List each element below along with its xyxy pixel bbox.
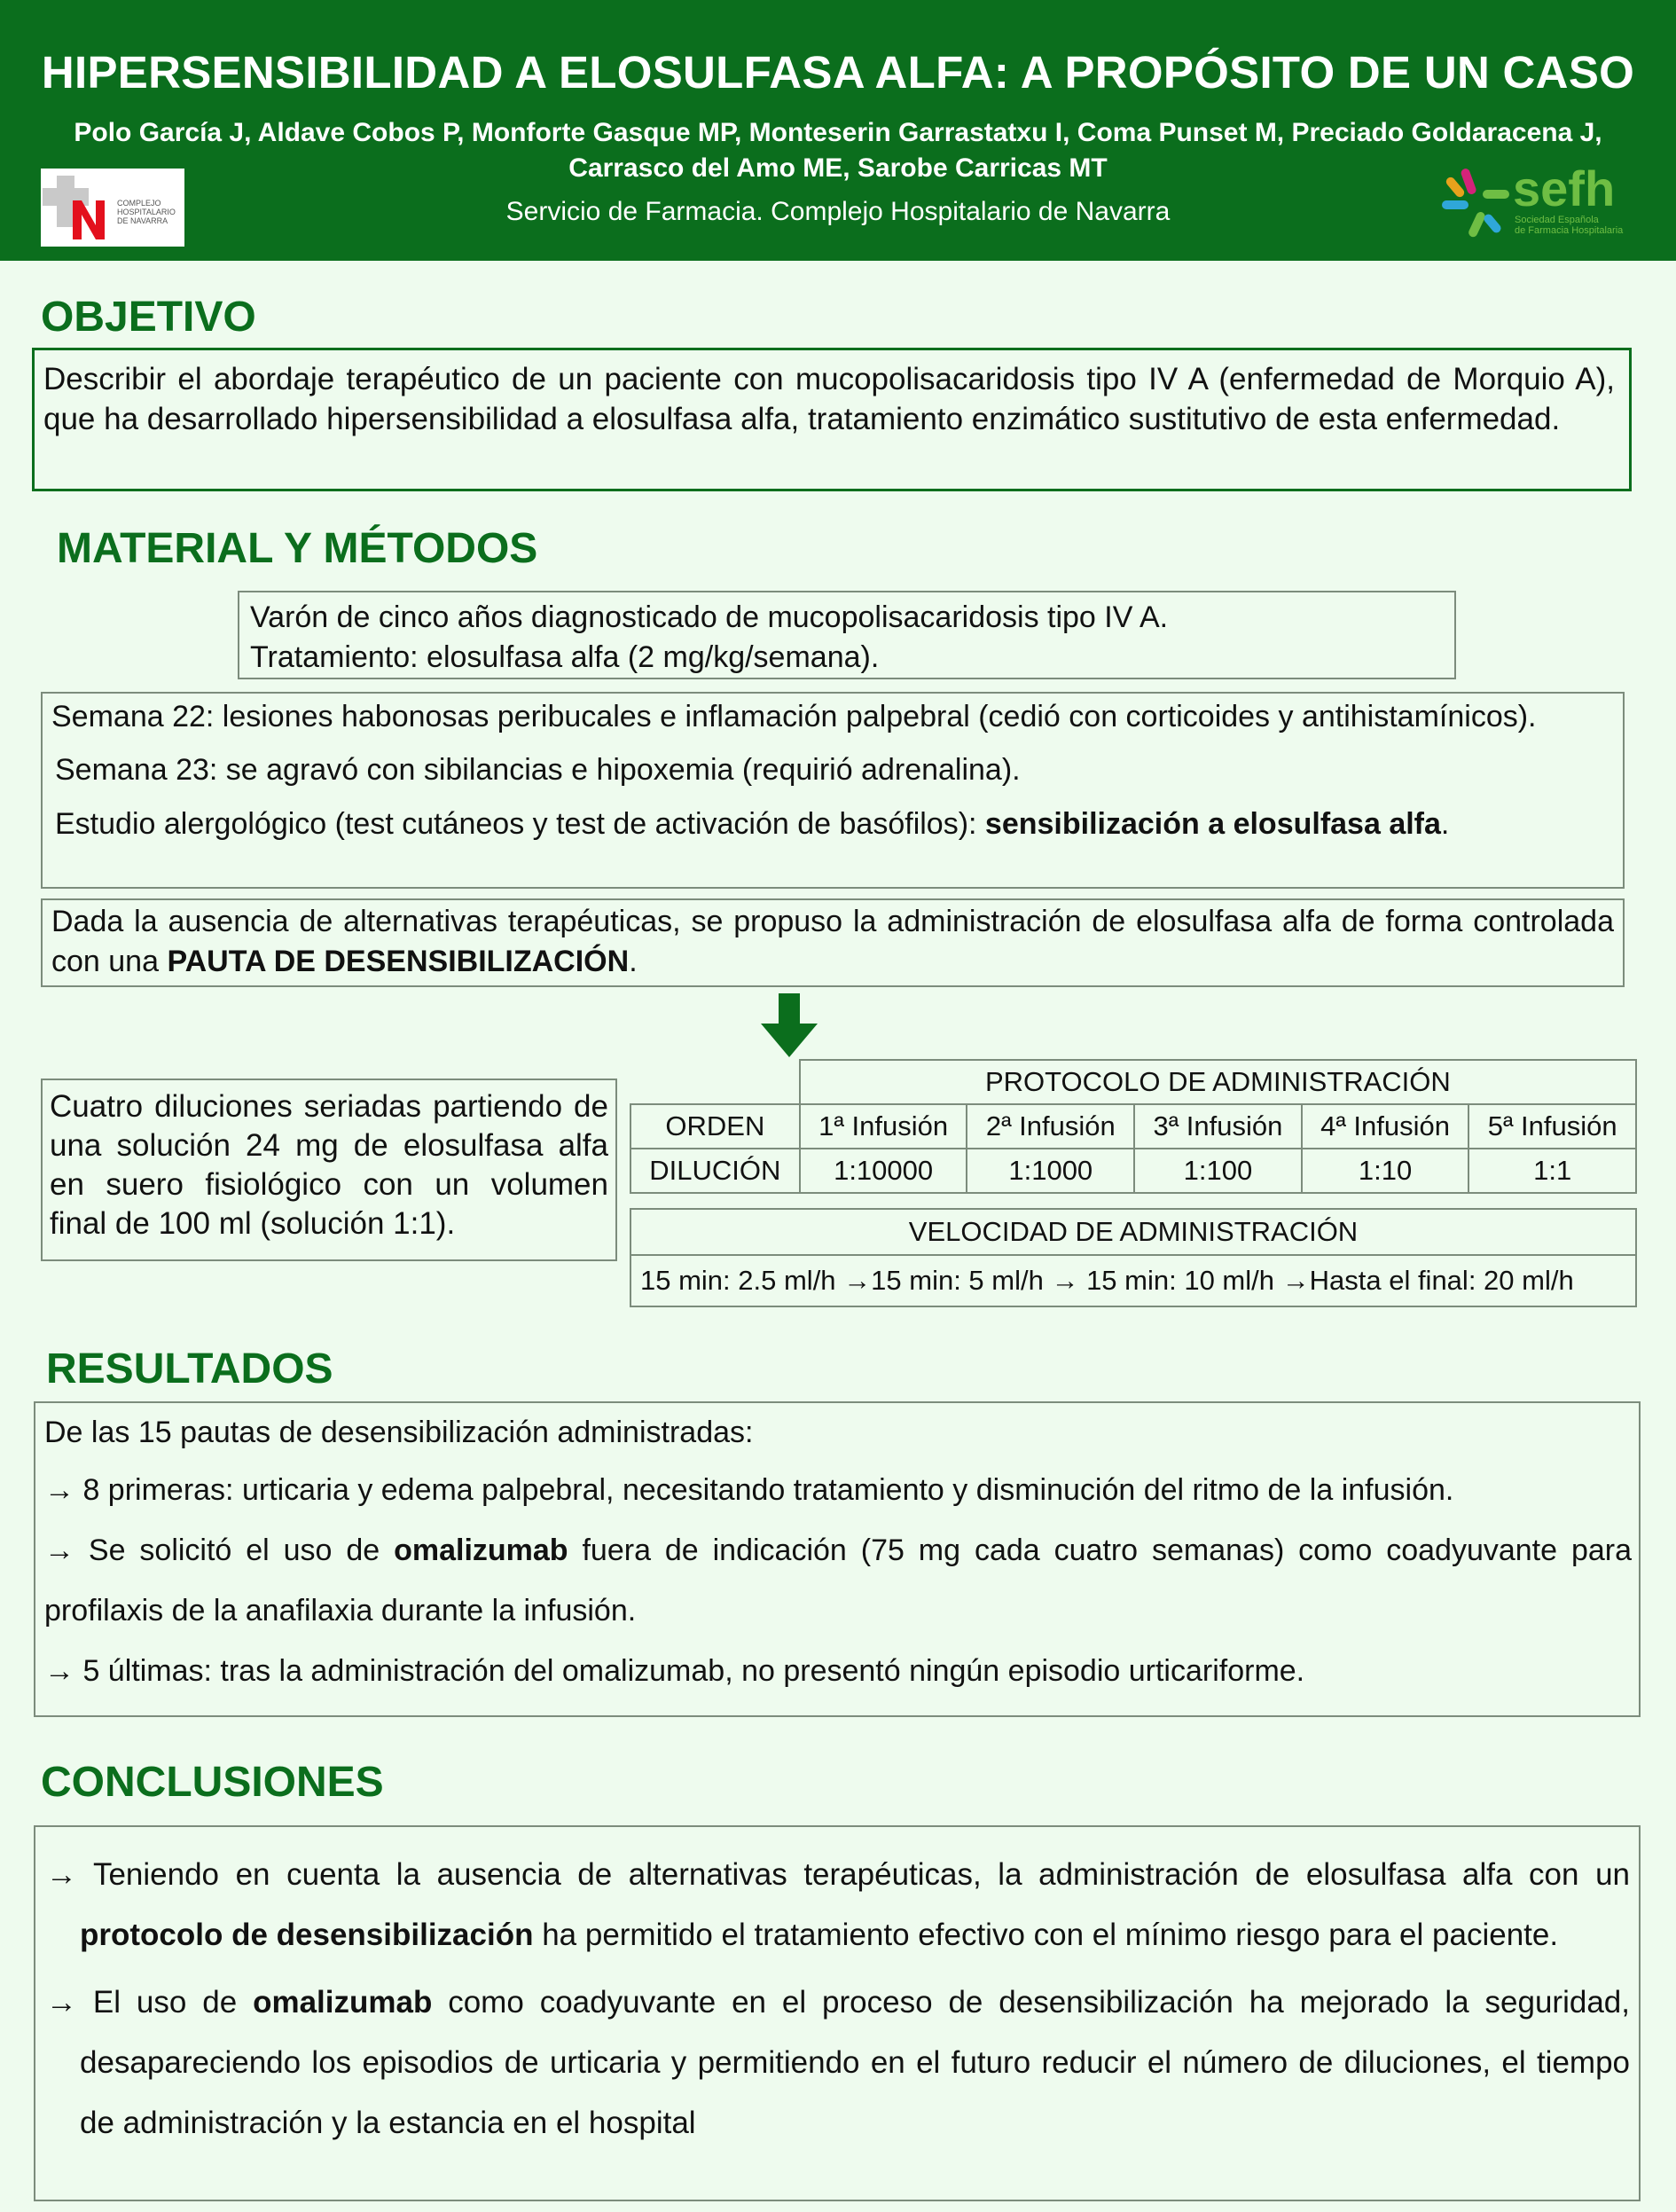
velocity-table (630, 1208, 1637, 1307)
omalizumab-bold: omalizumab (394, 1533, 568, 1567)
infusion-cell: 4ª Infusión (1302, 1104, 1469, 1149)
objetivo-box (32, 348, 1632, 491)
conclusion-1-end: ha permitido el tratamiento efectivo con el mínimo riesgo para el paciente. (533, 1918, 1559, 1952)
conclusion-item-1 (46, 1845, 1630, 1965)
infusion-cell: 1ª Infusión (800, 1104, 967, 1149)
sefh-subtitle: Sociedad Española (1515, 215, 1599, 225)
poster-header (0, 0, 1676, 261)
chn-logo-line: HOSPITALARIO (117, 208, 176, 216)
infusion-cell: 5ª Infusión (1468, 1104, 1636, 1149)
result-item-3: 5 últimas: tras la administración del omalizumab, no presentó ningún episodio urticariforme. (74, 1654, 1305, 1688)
protocol-corner (630, 1060, 800, 1104)
allergy-result: sensibilización a elosulfasa alfa (984, 807, 1441, 841)
arrow-icon: → (44, 1473, 74, 1507)
allergy-end: . (1440, 807, 1450, 841)
infusion-cell: 2ª Infusión (967, 1104, 1134, 1149)
resultados-intro: De las 15 pautas de desensibilización administradas: (44, 1416, 754, 1449)
week22-text: Semana 22: lesiones habonosas peribucales e inflamación palpebral (cedió con corticoides y antihistamínicos). (51, 700, 1537, 733)
velocity-text: 15 min: 2.5 ml/h →15 min: 5 ml/h → 15 min: 10 ml/h →Hasta el final: 20 ml/h (630, 1255, 1636, 1306)
resultados-box (34, 1401, 1641, 1717)
result-item-1: 8 primeras: urticaria y edema palpebral, necesitando tratamiento y disminución del ritmo de la infusión. (74, 1473, 1454, 1507)
affiliation: Servicio de Farmacia. Complejo Hospitalario de Navarra (505, 197, 1171, 226)
down-arrow-icon (761, 993, 818, 1057)
row-label-orden: ORDEN (630, 1104, 800, 1149)
desens-text: Dada la ausencia de alternativas terapéuticas, se propuso la administración de elosulfasa alfa de forma controlada con una (51, 905, 1614, 978)
allergy-study (51, 804, 1614, 844)
protocol-table (630, 1059, 1637, 1194)
week23-text: Semana 23: se agravó con sibilancias e hipoxemia (requirió adrenalina). (55, 753, 1021, 787)
omalizumab-bold: omalizumab (253, 1985, 433, 2020)
result-item-2-text: Se solicitó el uso de (74, 1533, 395, 1567)
clinical-course-box (41, 692, 1625, 889)
sefh-star-icon (1437, 163, 1516, 243)
sefh-subtitle: de Farmacia Hospitalaria (1515, 225, 1624, 236)
section-title-objetivo: OBJETIVO (41, 294, 256, 341)
dilutions-box (41, 1079, 617, 1261)
conclusion-2-text: El uso de (77, 1985, 254, 2020)
poster-title: HIPERSENSIBILIDAD A ELOSULFASA ALFA: A PROPÓSITO DE UN CASO (41, 47, 1635, 98)
arrow-icon: → (46, 1857, 77, 1892)
sefh-logo (1437, 160, 1642, 248)
arrow-icon: → (44, 1533, 74, 1567)
conclusion-item-2 (46, 1973, 1630, 2153)
authors: Polo García J, Aldave Cobos P, Monforte Gasque MP, Monteserin Garrastatxu I, Coma Punset M, Preciado Goldaracena J, Carrasco del Amo ME, Sarobe Carricas MT (74, 118, 1602, 183)
chn-logo-line: DE NAVARRA (117, 216, 168, 225)
protocol-header: PROTOCOLO DE ADMINISTRACIÓN (800, 1060, 1636, 1104)
infusion-cell: 3ª Infusión (1134, 1104, 1302, 1149)
desensitization-box (41, 898, 1625, 987)
result-item-2-end: fuera de indicación (75 mg cada cuatro semanas) como coadyuvante para profilaxis de la anafilaxia durante la infusión. (44, 1533, 1633, 1628)
desens-bold: PAUTA DE DESENSIBILIZACIÓN (167, 945, 630, 978)
arrow-icon: → (44, 1654, 74, 1688)
dilution-cell: 1:1000 (967, 1149, 1134, 1193)
section-title-metodos: MATERIAL Y MÉTODOS (57, 525, 538, 572)
section-title-resultados: RESULTADOS (46, 1345, 333, 1392)
patient-box (238, 591, 1456, 679)
dilution-cell: 1:100 (1134, 1149, 1302, 1193)
patient-treatment: Tratamiento: elosulfasa alfa (2 mg/kg/semana). (250, 640, 880, 674)
dilutions-text: Cuatro diluciones seriadas partiendo de una solución 24 mg de elosulfasa alfa en suero fisiológico con un volumen final de 100 ml (solución 1:1). (50, 1089, 608, 1241)
dilution-cell: 1:1 (1468, 1149, 1636, 1193)
patient-diagnosis: Varón de cinco años diagnosticado de mucopolisacaridosis tipo IV A. (250, 600, 1169, 634)
protocol-bold: protocolo de desensibilización (80, 1918, 534, 1952)
section-title-conclusiones: CONCLUSIONES (41, 1759, 384, 1806)
dilution-cell: 1:10000 (800, 1149, 967, 1193)
row-label-dilucion: DILUCIÓN (630, 1149, 800, 1193)
allergy-text: Estudio alergológico (test cutáneos y test de activación de basófilos): (55, 807, 985, 841)
chn-logo-line: COMPLEJO (117, 199, 161, 208)
sefh-wordmark: sefh (1513, 161, 1616, 216)
arrow-icon: → (46, 1985, 77, 2020)
chn-logo (41, 169, 184, 247)
conclusion-1-text: Teniendo en cuenta la ausencia de alternativas terapéuticas, la administración de elosulfasa alfa con un (77, 1857, 1630, 1892)
conclusion-2-end: como coadyuvante en el proceso de desensibilización ha mejorado la seguridad, desapareciendo los episodios de urticaria y permitiendo en el futuro reducir el número de diluciones, el tiempo de administración y la estancia en el hospital (80, 1985, 1630, 2140)
desens-end: . (629, 945, 638, 978)
velocity-header: VELOCIDAD DE ADMINISTRACIÓN (630, 1209, 1636, 1255)
objetivo-text: Describir el abordaje terapéutico de un paciente con mucopolisacaridosis tipo IV A (enfermedad de Morquio A), que ha desarrollado hipersensibilidad a elosulfasa alfa, tratamiento enzimático sustitutivo de esta enfermedad. (43, 362, 1615, 436)
dilution-cell: 1:10 (1302, 1149, 1469, 1193)
conclusiones-box (34, 1825, 1641, 2201)
